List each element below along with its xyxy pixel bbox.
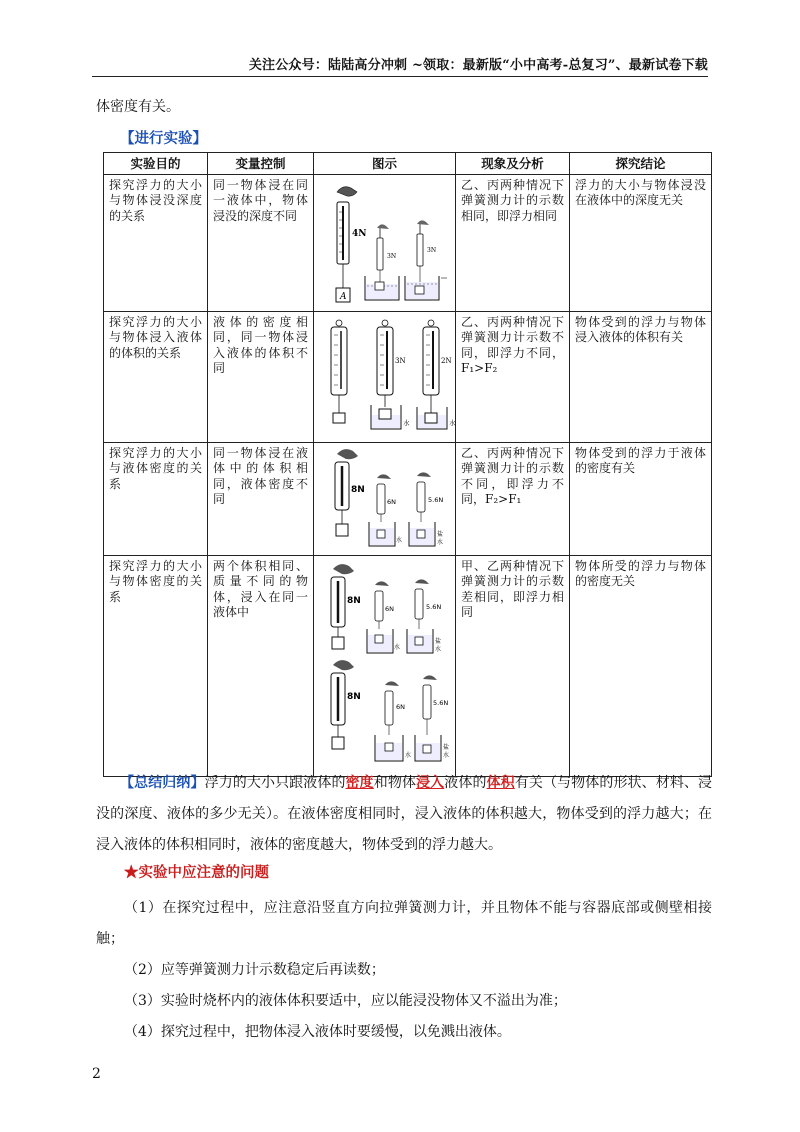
- list-item: （2）应等弹簧测力计示数稳定后再读数；: [124, 962, 385, 978]
- figure-depth-experiment: [319, 178, 461, 308]
- summary-paragraph: [96, 768, 712, 861]
- cell-purpose: 探究浮力的大小与物体浸入液体的体积的关系: [104, 312, 208, 443]
- liquid-label: 盐: [443, 744, 450, 751]
- cell-control: 同一物体浸在液体中的体积相同，液体密度不同: [208, 443, 314, 556]
- intro-text: 体密度有关。: [96, 99, 180, 115]
- cell-purpose: 探究浮力的大小与物体浸没深度的关系: [104, 175, 208, 312]
- notes-heading: ★实验中应注意的问题: [124, 864, 269, 881]
- header-divider: [92, 76, 708, 77]
- cell-control: 液体的密度相同，同一物体浸入液体的体积不同: [208, 312, 314, 443]
- reading-label: 6N: [385, 605, 394, 613]
- cell-phenomenon: 乙、丙两种情况下弹簧测力计的示数不同，即浮力不同，F₂>F₁: [456, 443, 570, 556]
- cell-control: 两个体积相同、质量不同的物体，浸入在同一液体中: [208, 556, 314, 777]
- table-header: 变量控制: [208, 153, 314, 175]
- figure-object-density-experiment: [319, 559, 461, 773]
- object-label: A: [340, 292, 347, 302]
- liquid-label: 水: [449, 419, 456, 427]
- reading-label: 3N: [427, 247, 437, 254]
- cell-conclusion: 物体受到的浮力与物体浸入液体的体积有关: [570, 312, 712, 443]
- keyword-immersion: 浸入: [416, 775, 445, 791]
- cell-phenomenon: 甲、乙两种情况下弹簧测力计的示数差相同，即浮力相同: [456, 556, 570, 777]
- figure-liquid-density-experiment: [319, 446, 461, 552]
- cell-figure: [314, 175, 456, 312]
- table-header: 现象及分析: [456, 153, 570, 175]
- liquid-label: 水: [435, 646, 442, 653]
- cell-phenomenon: 乙、丙两种情况下弹簧测力计示数不同，即浮力不同，F₁>F₂: [456, 312, 570, 443]
- cell-figure: [314, 312, 456, 443]
- list-item: （4）探究过程中，把物体浸入液体时要缓慢，以免溅出液体。: [124, 1024, 511, 1040]
- table-row: [104, 556, 712, 777]
- liquid-label: 水: [437, 539, 444, 546]
- keyword-density: 密度: [345, 775, 374, 791]
- liquid-label: 水: [396, 537, 403, 544]
- page-number: 2: [92, 1066, 101, 1082]
- section-heading: 【进行实验】: [120, 130, 207, 147]
- liquid-label: 盐: [437, 531, 444, 538]
- table-header: 探究结论: [570, 153, 712, 175]
- reading-label: 3N: [395, 357, 406, 365]
- table-row: [104, 175, 712, 312]
- summary-text: 液体的: [444, 775, 487, 791]
- reading-label: 6N: [387, 498, 396, 506]
- cell-purpose: 探究浮力的大小与物体密度的关系: [104, 556, 208, 777]
- reading-label: 5.6N: [426, 603, 442, 611]
- reading-label: 2N: [441, 357, 452, 365]
- reading-label: 4N: [352, 229, 367, 239]
- summary-text: 有关（与物体的形状、材料、浸没的深度、液体的多少无关）。在液体密度相同时，浸入液体的体积越大，物体受到的浮力越大；在浸入液体的体积相同时，液体的密度越大，物体受到的浮力越大。: [96, 775, 713, 853]
- reading-label: 8N: [347, 692, 361, 702]
- experiment-table: [103, 152, 712, 777]
- cell-conclusion: 浮力的大小与物体浸没在液体中的深度无关: [570, 175, 712, 312]
- table-header: 实验目的: [104, 153, 208, 175]
- keyword-volume: 体积: [486, 775, 515, 791]
- reading-label: 3N: [387, 253, 397, 260]
- liquid-label: 水: [394, 644, 401, 651]
- liquid-label: 水: [443, 752, 450, 759]
- list-item: （3）实验时烧杯内的液体体积要适中，应以能浸没物体又不溢出为准；: [124, 993, 567, 1009]
- summary-lead: 【总结归纳】: [120, 775, 205, 791]
- liquid-label: 盐: [435, 638, 442, 645]
- liquid-label: 水: [405, 752, 412, 759]
- cell-purpose: 探究浮力的大小与液体密度的关系: [104, 443, 208, 556]
- header-note: 关注公众号：陆陆高分冲刺 ~领取：最新版“小中高考-总复习”、最新试卷下载: [248, 58, 708, 73]
- cell-conclusion: 物体所受的浮力与物体的密度无关: [570, 556, 712, 777]
- reading-label: 5.6N: [433, 699, 449, 707]
- table-header: 图示: [314, 153, 456, 175]
- cell-figure: [314, 556, 456, 777]
- reading-label: 6N: [396, 703, 405, 711]
- reading-label: 8N: [347, 596, 361, 606]
- summary-text: 和物体: [373, 775, 417, 791]
- cell-control: 同一物体浸在同一液体中，物体浸没的深度不同: [208, 175, 314, 312]
- table-row: [104, 443, 712, 556]
- list-item: （1）在探究过程中，应注意沿竖直方向拉弹簧测力计，并且物体不能与容器底部或侧壁相接触；: [96, 900, 712, 947]
- table-header-row: [104, 153, 712, 175]
- reading-label: 5.6N: [428, 496, 444, 504]
- summary-text: 浮力的大小只跟液体的: [204, 775, 346, 791]
- cell-figure: [314, 443, 456, 556]
- notes-list: [96, 893, 712, 1048]
- cell-phenomenon: 乙、丙两种情况下弹簧测力计的示数相同，即浮力相同: [456, 175, 570, 312]
- table-row: [104, 312, 712, 443]
- cell-conclusion: 物体受到的浮力于液体的密度有关: [570, 443, 712, 556]
- liquid-label: 水: [403, 419, 410, 427]
- reading-label: 8N: [351, 485, 365, 495]
- figure-volume-experiment: [319, 315, 461, 439]
